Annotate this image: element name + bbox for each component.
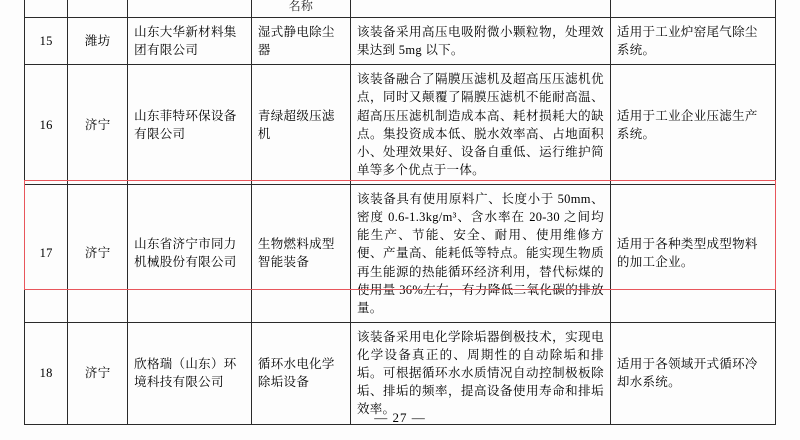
row-equipment: 青绿超级压滤机 xyxy=(251,65,350,185)
page-number: — 27 — xyxy=(374,410,426,425)
row-equipment: 湿式静电除尘器 xyxy=(251,18,350,65)
row-no: 17 xyxy=(25,185,68,323)
row-city: 济宁 xyxy=(68,65,128,185)
row-city: 济宁 xyxy=(68,322,128,424)
row-corp: 山东菲特环保设备有限公司 xyxy=(128,65,252,185)
row-corp: 山东省济宁市同力机械股份有限公司 xyxy=(128,185,252,323)
row-no: 18 xyxy=(25,322,68,424)
table-row xyxy=(25,185,776,323)
header-cell-equipment: 名称 xyxy=(251,0,350,18)
row-corp: 欣格瑞（山东）环境科技有限公司 xyxy=(128,322,252,424)
header-cell-city xyxy=(68,0,128,18)
row-no: 15 xyxy=(25,18,68,65)
row-description: 该装备融合了隔膜压滤机及超高压压滤机优点，同时又颠覆了隔膜压滤机不能耐高温、超高压压滤机制造成本高、耗材损耗大的缺点。集投资成本低、脱水效率高、占地面积小、处理效果好、设备自重低、运行维护简单等多个优点于一体。 xyxy=(350,65,610,185)
equipment-table xyxy=(24,0,776,425)
header-cell-corp xyxy=(128,0,252,18)
header-cell-usage xyxy=(610,0,775,18)
row-usage: 适用于工业炉窑尾气除尘系统。 xyxy=(610,18,775,65)
row-equipment: 循环水电化学除垢设备 xyxy=(251,322,350,424)
table-row xyxy=(25,18,776,65)
row-description: 该装备采用高压电吸附微小颗粒物，处理效果达到 5mg 以下。 xyxy=(350,18,610,65)
table-row xyxy=(25,65,776,185)
row-usage: 适用于各领域开式循环冷却水系统。 xyxy=(610,322,775,424)
table-row xyxy=(25,322,776,424)
row-no: 16 xyxy=(25,65,68,185)
header-cell-no xyxy=(25,0,68,18)
table-header-partial-row xyxy=(25,0,776,18)
header-cell-description xyxy=(350,0,610,18)
row-city: 济宁 xyxy=(68,185,128,323)
row-description: 该装备采用电化学除垢器倒极技术，实现电化学设备真正的、周期性的自动除垢和排垢。可根据循环水水质情况自动控制极板除垢、排垢的频率，提高设备使用寿命和排垢效率。 xyxy=(350,322,610,424)
row-usage: 适用于工业企业压滤生产系统。 xyxy=(610,65,775,185)
row-description: 该装备具有使用原料广、长度小于 50mm、密度 0.6-1.3kg/m³、含水率在 20-30 之间均能生产、节能、安全、耐用、使用维修方便、产量高、能耗低等特点。能实现生物质再生能源的热能循环经济利用，替代标煤的使用量 36%左右，有力降低二氧化碳的排放量。 xyxy=(350,185,610,323)
row-equipment: 生物燃料成型智能装备 xyxy=(251,185,350,323)
row-corp: 山东大华新材料集团有限公司 xyxy=(128,18,252,65)
row-city: 潍坊 xyxy=(68,18,128,65)
row-usage: 适用于各种类型成型物料的加工企业。 xyxy=(610,185,775,323)
